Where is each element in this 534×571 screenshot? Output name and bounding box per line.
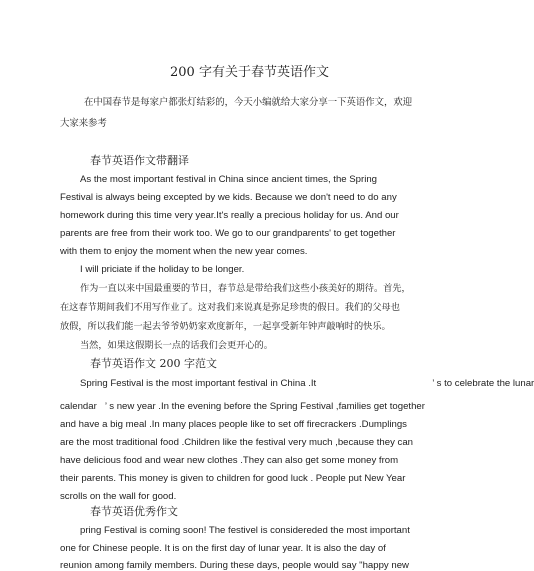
paragraph-fragment: ’ s new year .In the evening before the Spring Festival ,families get together (104, 401, 425, 412)
translation-line: 放假，所以我们能一起去爷爷奶奶家欢度新年，一起享受新年钟声敲响时的快乐。 (60, 321, 391, 332)
intro-line-1: 在中国春节是每家户都张灯结彩的，今天小编就给大家分享一下英语作文，欢迎 (84, 97, 413, 108)
paragraph-line: As the most important festival in China since ancient times, the Spring (80, 174, 378, 185)
paragraph-line: and have a big meal .In many places people like to set off firecrackers .Dumplings (60, 419, 407, 430)
document-title: 200 字有关于春节英语作文 (170, 65, 329, 80)
paragraph-line: with them to enjoy the moment when the new year comes. (60, 246, 308, 257)
paragraph-line (80, 379, 534, 389)
paragraph-line: have delicious food and wear new clothes .They can also get some money from (60, 455, 399, 466)
paragraph-fragment: Spring Festival is the most important festival in China .It (80, 378, 317, 389)
translation-line: 在这春节期间我们不用写作业了。这对我们来说真是弥足珍贵的假日。我们的父母也 (60, 302, 400, 313)
paragraph-line: their parents. This money is given to children for good luck . People put New Year (60, 473, 406, 484)
intro-line-2: 大家来参考 (60, 118, 107, 129)
paragraph-line: parents are free from their work too. We go to our grandparents' to get together (60, 228, 396, 239)
section-heading: 春节英语作文带翻译 (90, 154, 189, 167)
paragraph-line: scrolls on the wall for good. (60, 491, 177, 502)
paragraph-line: Festival is always being excepted by we kids. Because we don't need to do any (60, 192, 397, 203)
paragraph-line: reunion among family members. During these days, people would say "happy new (60, 560, 409, 571)
section-heading: 春节英语作文 200 字范文 (90, 357, 217, 370)
paragraph-line: one for Chinese people. It is on the first day of lunar year. It is also the day of (60, 543, 386, 554)
paragraph-line: I will priciate if the holiday to be longer. (80, 264, 245, 275)
paragraph-line: pring Festival is coming soon! The festivel is considereded the most important (80, 525, 410, 536)
paragraph-fragment: calendar (60, 401, 97, 412)
section-heading: 春节英语优秀作文 (90, 505, 178, 518)
translation-line: 当然，如果这假期长一点的话我们会更开心的。 (80, 340, 273, 351)
paragraph-fragment: ’ s to celebrate the lunar (432, 378, 534, 389)
paragraph-line: homework during this time very year.It's really a precious holiday for us. And our (60, 210, 399, 221)
translation-line: 作为一直以来中国最重要的节日，春节总是带给我们这些小孩美好的期待。首先， (80, 283, 411, 294)
paragraph-line: are the most traditional food .Children like the festival very much ,because they can (60, 437, 414, 448)
paragraph-line (60, 402, 425, 412)
